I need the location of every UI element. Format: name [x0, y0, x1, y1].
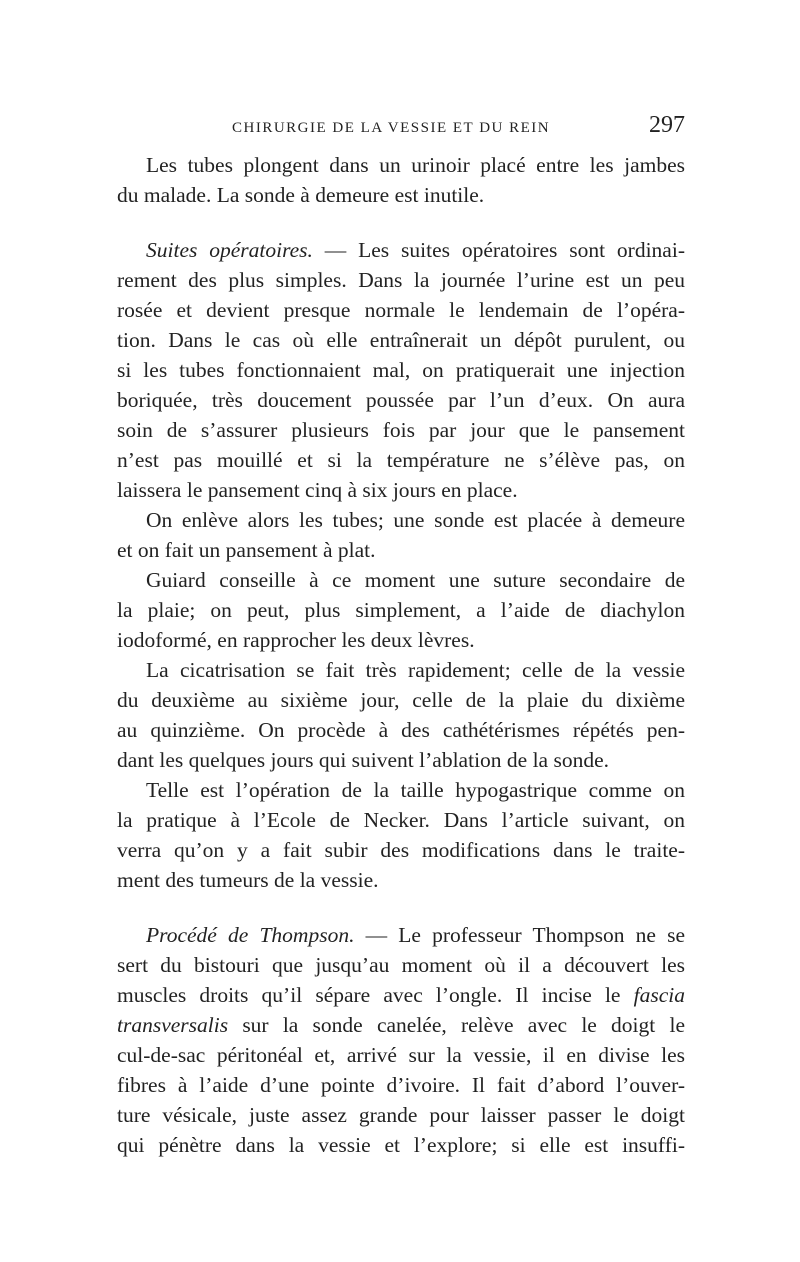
text-fragment: muscles droits qu’il sépare avec l’ongle. Il incise le	[117, 983, 634, 1007]
text-line: ture vésicale, juste assez grande pour laisser passer le doigt	[117, 1103, 685, 1127]
italic-term-fascia: fascia	[633, 983, 685, 1007]
text-line: si les tubes fonctionnaient mal, on pratiquerait une injection	[117, 358, 685, 382]
text-line: rement des plus simples. Dans la journée l’urine est un peu	[117, 268, 685, 292]
section-heading-suites: Suites opératoires.	[146, 238, 313, 262]
text-fragment: — Le professeur Thompson ne se	[354, 923, 685, 947]
text-line	[117, 980, 685, 1010]
text-line: la plaie; on peut, plus simplement, a l’aide de diachylon	[117, 598, 685, 622]
italic-term-transversalis: transversalis	[117, 1013, 229, 1037]
text-fragment: — Les suites opératoires sont ordinai-	[312, 238, 685, 262]
section-heading-thompson: Procédé de Thompson.	[146, 923, 355, 947]
text-line: sert du bistouri que jusqu’au moment où il a découvert les	[117, 953, 685, 977]
body-text	[117, 150, 685, 1160]
text-line: la pratique à l’Ecole de Necker. Dans l’article suivant, on	[117, 808, 685, 832]
text-line: n’est pas mouillé et si la température ne s’élève pas, on	[117, 448, 685, 472]
running-title: CHIRURGIE DE LA VESSIE ET DU REIN	[232, 120, 551, 136]
text-line: dant les quelques jours qui suivent l’ablation de la sonde.	[117, 748, 610, 772]
text-line	[117, 1010, 685, 1040]
text-line: Telle est l’opération de la taille hypogastrique comme on	[146, 778, 685, 802]
text-line: verra qu’on y a fait subir des modifications dans le traite-	[117, 838, 685, 862]
section-heading-line	[117, 920, 685, 950]
page-number: 297	[649, 112, 685, 138]
text-line: du malade. La sonde à demeure est inutile.	[117, 183, 485, 207]
text-line: au quinzième. On procède à des cathétérismes répétés pen-	[117, 718, 685, 742]
text-line: On enlève alors les tubes; une sonde est placée à demeure	[146, 508, 685, 532]
text-line: rosée et devient presque normale le lendemain de l’opéra-	[117, 298, 685, 322]
text-fragment: sur la sonde canelée, relève avec le doigt le	[228, 1013, 685, 1037]
section-heading-line	[117, 235, 685, 265]
text-line: iodoformé, en rapprocher les deux lèvres.	[117, 628, 475, 652]
text-line: cul-de-sac péritonéal et, arrivé sur la vessie, il en divise les	[117, 1043, 685, 1067]
text-line: fibres à l’aide d’une pointe d’ivoire. Il fait d’abord l’ouver-	[117, 1073, 685, 1097]
text-line: laissera le pansement cinq à six jours en place.	[117, 478, 518, 502]
text-line: La cicatrisation se fait très rapidement; celle de la vessie	[146, 658, 685, 682]
text-line: qui pénètre dans la vessie et l’explore; si elle est insuffi-	[117, 1133, 685, 1157]
text-line: boriquée, très doucement poussée par l’un d’eux. On aura	[117, 388, 685, 412]
page-header	[117, 112, 685, 146]
text-line: ment des tumeurs de la vessie.	[117, 868, 379, 892]
text-line: Guiard conseille à ce moment une suture secondaire de	[146, 568, 685, 592]
text-line: Les tubes plongent dans un urinoir placé entre les jambes	[146, 153, 685, 177]
text-line: tion. Dans le cas où elle entraînerait un dépôt purulent, ou	[117, 328, 685, 352]
text-line: et on fait un pansement à plat.	[117, 538, 376, 562]
text-line: soin de s’assurer plusieurs fois par jour que le pansement	[117, 418, 685, 442]
text-line: du deuxième au sixième jour, celle de la plaie du dixième	[117, 688, 685, 712]
